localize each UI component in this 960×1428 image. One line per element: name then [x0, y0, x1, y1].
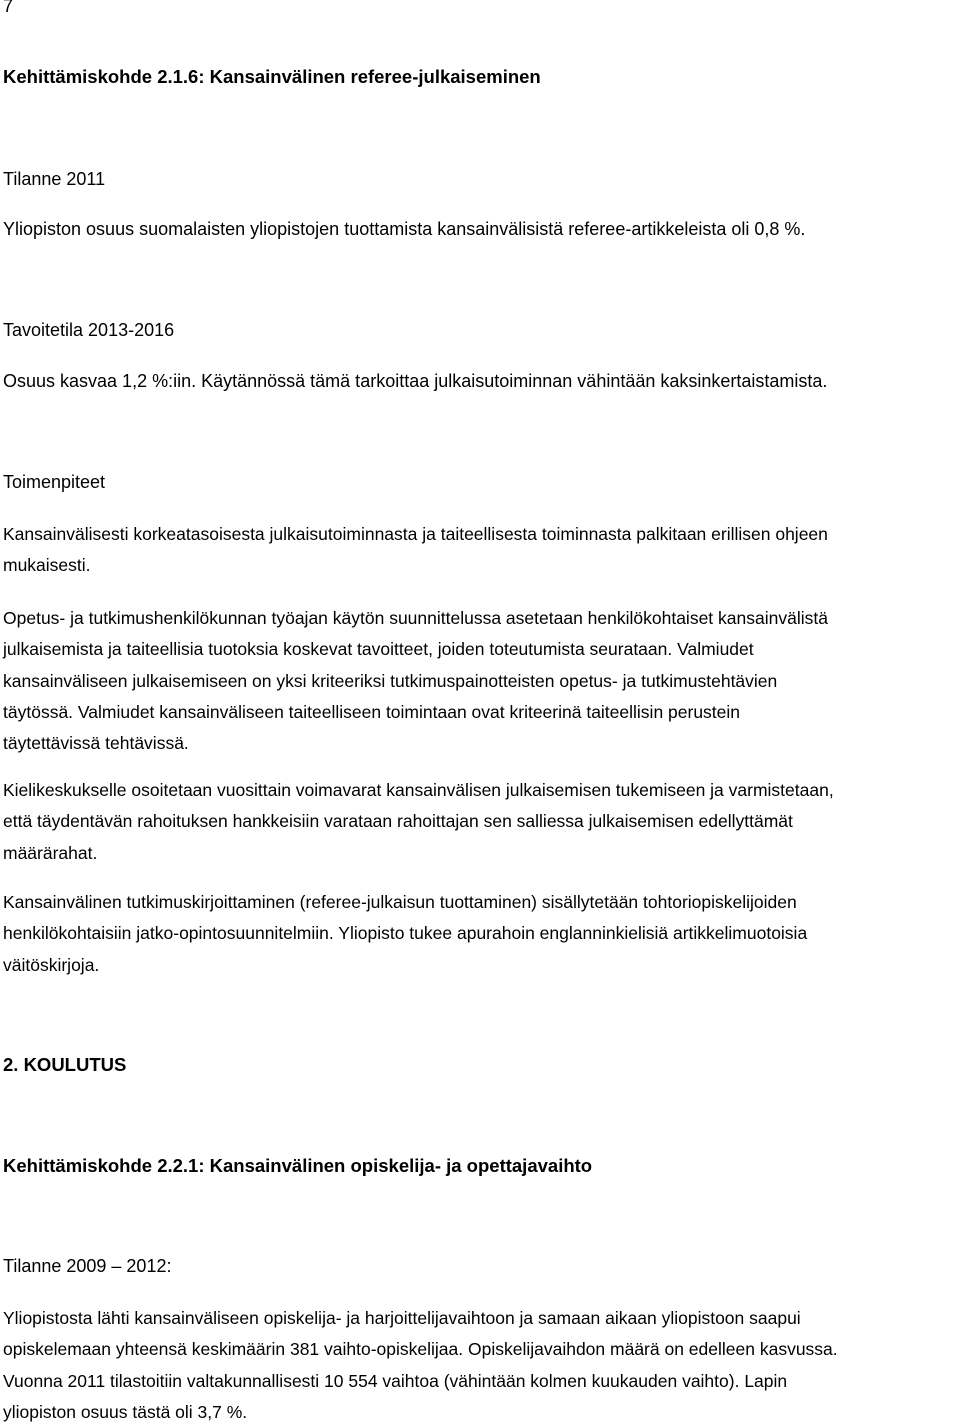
paragraph-line: henkilökohtaisiin jatko-opintosuunnitelmiin. Yliopisto tukee apurahoin englanninkielisiä artikkelimuotoisia: [3, 923, 808, 944]
status-label-2011: Tilanne 2011: [3, 169, 106, 189]
paragraph-line: opiskelemaan yhteensä keskimäärin 381 vaihto-opiskelijaa. Opiskelijavaihdon määrä on edelleen kasvussa.: [3, 1339, 838, 1360]
paragraph-line: määrärahat.: [3, 842, 98, 863]
chapter-heading: 2. KOULUTUS: [3, 1054, 127, 1075]
paragraph-line: Opetus- ja tutkimushenkilökunnan työajan käytön suunnittelussa asetetaan henkilökohtaiset kansainvälistä: [3, 608, 828, 628]
exchange-paragraph: [3, 1303, 838, 1428]
paragraph-line: Kansainvälisesti korkeatasoisesta julkaisutoiminnasta ja taiteellisesta toiminnasta palkitaan erillisen ohjeen: [3, 524, 828, 544]
measure-paragraph: [3, 519, 828, 582]
measures-label: Toimenpiteet: [3, 472, 106, 492]
measure-paragraph: [3, 887, 807, 981]
measure-paragraph: [3, 775, 834, 869]
paragraph-line: julkaisemista ja taiteellisia tuotoksia koskevat tavoitteet, joiden toteutumista seurataan. Valmiudet: [3, 639, 754, 660]
target-text: Osuus kasvaa 1,2 %:iin. Käytännössä tämä tarkoittaa julkaisutoiminnan vähintään kaksinkertaistamista.: [3, 371, 828, 391]
paragraph-line: että täydentävän rahoituksen hankkeisiin varataan rahoittajan sen salliessa julkaisemisen edellyttämät: [3, 811, 793, 832]
status-text-2011: Yliopiston osuus suomalaisten yliopistojen tuottamista kansainvälisistä referee-artikkeleista oli 0,8 %.: [3, 219, 806, 239]
status-label-2009-2012: Tilanne 2009 – 2012:: [3, 1256, 172, 1276]
section-heading-2-2-1: Kehittämiskohde 2.2.1: Kansainvälinen opiskelija- ja opettajavaihto: [3, 1155, 593, 1176]
section-heading-2-1-6: Kehittämiskohde 2.1.6: Kansainvälinen referee-julkaiseminen: [3, 66, 541, 87]
paragraph-line: Kielikeskukselle osoitetaan vuosittain voimavarat kansainvälisen julkaisemisen tukemiseen ja varmistetaan,: [3, 780, 834, 800]
target-label: Tavoitetila 2013-2016: [3, 320, 175, 340]
paragraph-line: täytettävissä tehtävissä.: [3, 733, 189, 754]
paragraph-line: täytössä. Valmiudet kansainväliseen taiteelliseen toimintaan ovat kriteerinä taiteellisin perustein: [3, 701, 741, 722]
paragraph-line: mukaisesti.: [3, 555, 91, 576]
paragraph-line: yliopiston osuus tästä oli 3,7 %.: [3, 1401, 248, 1422]
paragraph-line: kansainväliseen julkaisemiseen on yksi kriteeriksi tutkimuspainotteisten opetus- ja tutkimustehtävien: [3, 670, 778, 691]
paragraph-line: Kansainvälinen tutkimuskirjoittaminen (referee-julkaisun tuottaminen) sisällytetään tohtoriopiskelijoiden: [3, 892, 797, 912]
measure-paragraph: [3, 603, 828, 759]
page-number: 7: [3, 0, 14, 16]
paragraph-line: Yliopistosta lähti kansainväliseen opiskelija- ja harjoittelijavaihtoon ja samaan aikaan yliopistoon saapui: [3, 1308, 801, 1328]
paragraph-line: väitöskirjoja.: [3, 954, 100, 975]
paragraph-line: Vuonna 2011 tilastoitiin valtakunnallisesti 10 554 vaihtoa (vähintään kolmen kuukauden vaihto). Lapin: [3, 1370, 788, 1391]
